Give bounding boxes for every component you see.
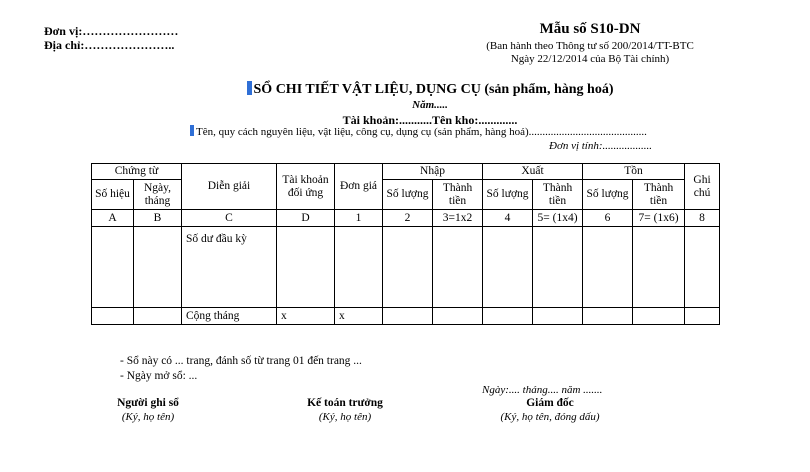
out-amount-header: Thành tiền bbox=[533, 180, 583, 210]
out-header: Xuất bbox=[483, 164, 583, 180]
accountant-note: (Ký, họ tên) bbox=[318, 411, 372, 423]
item-name-text: Tên, quy cách nguyên liệu, vật liệu, công cụ, dụng cụ (sản phẩm, hàng hoá)........................................... bbox=[196, 126, 647, 138]
recorder-title: Người ghi sổ bbox=[117, 397, 179, 409]
bookmark-icon bbox=[190, 125, 194, 136]
table-row bbox=[92, 308, 720, 325]
stock-amount-header: Thành tiền bbox=[633, 180, 685, 210]
director-note: (Ký, họ tên, đóng dấu) bbox=[500, 411, 600, 423]
monthly-total-label: Cộng tháng bbox=[182, 308, 277, 325]
unit-of-measure: Đơn vị tính:.................. bbox=[549, 140, 653, 152]
table-row bbox=[92, 227, 720, 308]
voucher-number-header: Số hiệu bbox=[92, 180, 134, 210]
director-title: Giám đốc bbox=[526, 397, 574, 409]
voucher-date-header: Ngày, tháng bbox=[134, 180, 182, 210]
recorder-note: (Ký, họ tên) bbox=[121, 411, 175, 423]
address-field: Địa chỉ:………………….. bbox=[44, 38, 175, 52]
stock-qty-header: Số lượng bbox=[583, 180, 633, 210]
account-line: Tài khoản:...........Tên kho:............. bbox=[342, 113, 518, 127]
issued-by: (Ban hành theo Thông tư số 200/2014/TT-BTC bbox=[486, 40, 694, 52]
title-text: SỔ CHI TIẾT VẬT LIỆU, DỤNG CỤ (sản phẩm, hàng hoá) bbox=[253, 82, 614, 97]
ledger-table bbox=[91, 163, 720, 325]
code-row bbox=[92, 210, 720, 227]
opening-balance-label: Số dư đầu kỳ bbox=[182, 227, 277, 308]
account-header: Tài khoản đối ứng bbox=[277, 164, 335, 210]
desc-header: Diễn giải bbox=[182, 164, 277, 210]
x-mark: x bbox=[277, 308, 335, 325]
code-cell: 4 bbox=[483, 210, 533, 227]
voucher-header: Chứng từ bbox=[92, 164, 182, 180]
code-cell: 7= (1x6) bbox=[633, 210, 685, 227]
out-qty-header: Số lượng bbox=[483, 180, 533, 210]
item-name-line bbox=[190, 125, 647, 138]
code-cell: A bbox=[92, 210, 134, 227]
issued-date: Ngày 22/12/2014 của Bộ Tài chính) bbox=[510, 53, 670, 65]
unit-field: Đơn vị:…………………… bbox=[44, 24, 179, 38]
year-line: Năm..... bbox=[412, 99, 448, 111]
code-cell: B bbox=[134, 210, 182, 227]
bookmark-icon bbox=[247, 81, 252, 95]
date-line: Ngày:.... tháng.... năm ....... bbox=[482, 384, 603, 396]
code-cell: 2 bbox=[383, 210, 433, 227]
code-cell: 6 bbox=[583, 210, 633, 227]
in-amount-header: Thành tiền bbox=[433, 180, 483, 210]
form-number: Mẫu số S10-DN bbox=[539, 21, 641, 37]
in-header: Nhập bbox=[383, 164, 483, 180]
code-cell: 8 bbox=[685, 210, 720, 227]
price-header: Đơn giá bbox=[335, 164, 383, 210]
x-mark: x bbox=[335, 308, 383, 325]
code-cell: 5= (1x4) bbox=[533, 210, 583, 227]
code-cell: 1 bbox=[335, 210, 383, 227]
in-qty-header: Số lượng bbox=[383, 180, 433, 210]
stock-header: Tồn bbox=[583, 164, 685, 180]
code-cell: C bbox=[182, 210, 277, 227]
opened-note: - Ngày mở sổ: ... bbox=[120, 370, 198, 382]
code-cell: D bbox=[277, 210, 335, 227]
code-cell: 3=1x2 bbox=[433, 210, 483, 227]
accountant-title: Kế toán trưởng bbox=[307, 397, 383, 409]
note-header: Ghi chú bbox=[685, 164, 720, 210]
page-title bbox=[180, 81, 680, 98]
pages-note: - Sổ này có ... trang, đánh số từ trang 01 đến trang ... bbox=[120, 355, 362, 367]
